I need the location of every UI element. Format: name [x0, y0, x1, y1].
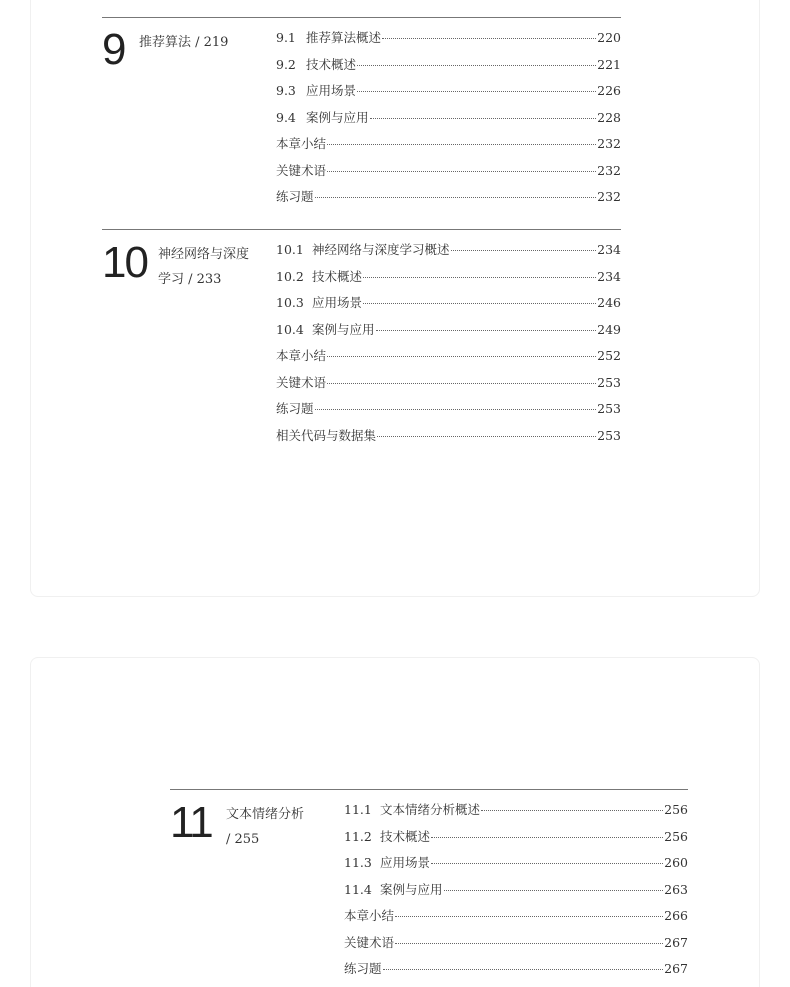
toc-entry[interactable]	[344, 853, 688, 880]
section-title: 练习题	[276, 189, 314, 204]
dot-leader	[370, 118, 597, 119]
page-number: 263	[664, 881, 688, 897]
dot-leader	[363, 303, 596, 304]
dot-leader	[481, 810, 663, 811]
page-number: 267	[664, 961, 688, 976]
toc-entry[interactable]	[344, 906, 688, 933]
toc-entry[interactable]	[344, 933, 688, 960]
page-number: 252	[597, 348, 621, 363]
dot-leader	[363, 277, 596, 278]
dot-leader	[382, 38, 596, 39]
section-number: 11.4	[344, 881, 372, 897]
section-title: 练习题	[344, 961, 382, 976]
section-title: 推荐算法概述	[306, 30, 382, 45]
section-title: 案例与应用	[312, 321, 375, 337]
section-title: 关键术语	[276, 162, 327, 178]
chapter-number: 9	[102, 25, 125, 74]
toc-entry-list	[276, 28, 621, 214]
chapter-title-line: 文本情绪分析	[226, 807, 305, 822]
toc-entry[interactable]	[276, 346, 621, 373]
chapter-title	[158, 242, 249, 292]
dot-leader	[451, 250, 597, 251]
toc-entry[interactable]	[344, 800, 688, 827]
section-title: 案例与应用	[380, 881, 443, 897]
toc-entry[interactable]	[276, 373, 621, 400]
page-number: 256	[664, 802, 688, 817]
page-number: 232	[597, 189, 621, 204]
section-number: 11.1	[344, 802, 372, 817]
page-number: 253	[597, 401, 621, 416]
toc-entry[interactable]	[276, 240, 621, 267]
toc-entry[interactable]	[276, 293, 621, 320]
page-number: 220	[597, 30, 621, 45]
dot-leader	[395, 916, 663, 917]
page-number: 253	[597, 374, 621, 390]
page-number: 232	[597, 136, 621, 151]
chapter-title	[226, 802, 304, 852]
section-number: 10.3	[276, 295, 304, 310]
page-number: 221	[597, 56, 621, 72]
toc-entry[interactable]	[276, 399, 621, 426]
section-title: 案例与应用	[306, 109, 369, 125]
section-title: 技术概述	[312, 268, 363, 284]
dot-leader	[395, 943, 663, 944]
dot-leader	[327, 383, 596, 384]
page-number: 234	[597, 242, 621, 257]
dot-leader	[315, 409, 597, 410]
page-number: 234	[597, 268, 621, 284]
toc-entry[interactable]	[344, 827, 688, 854]
toc-entry[interactable]	[276, 267, 621, 294]
dot-leader	[357, 91, 596, 92]
section-number: 9.1	[276, 30, 296, 45]
dot-leader	[327, 356, 596, 357]
section-number: 11.3	[344, 855, 372, 870]
toc-entry[interactable]	[276, 187, 621, 214]
chapter-10	[102, 229, 621, 459]
page-number: 266	[664, 908, 688, 923]
dot-leader	[377, 436, 596, 437]
section-title: 本章小结	[276, 136, 327, 151]
page-number: 249	[597, 321, 621, 337]
page-number: 256	[664, 828, 688, 844]
toc-entry[interactable]	[344, 959, 688, 986]
section-number: 10.1	[276, 242, 304, 257]
section-title: 本章小结	[276, 348, 327, 363]
toc-entry[interactable]	[276, 320, 621, 347]
chapter-title-line: 学习 / 233	[158, 272, 222, 287]
section-number: 10.2	[276, 268, 304, 284]
dot-leader	[327, 144, 596, 145]
section-title: 技术概述	[306, 56, 357, 72]
dot-leader	[444, 890, 664, 891]
toc-entry[interactable]	[344, 880, 688, 907]
section-number: 10.4	[276, 321, 304, 337]
dot-leader	[431, 863, 663, 864]
dot-leader	[327, 171, 596, 172]
chapter-9	[102, 17, 621, 227]
section-number: 11.2	[344, 828, 372, 844]
chapter-11	[170, 789, 688, 987]
section-title: 相关代码与数据集	[276, 427, 377, 443]
page-number: 253	[597, 427, 621, 443]
section-number: 9.4	[276, 109, 296, 125]
chapter-title	[139, 30, 228, 55]
page-number: 260	[664, 855, 688, 870]
toc-entry[interactable]	[276, 28, 621, 55]
page-number: 226	[597, 83, 621, 98]
page-number: 228	[597, 109, 621, 125]
toc-entry[interactable]	[276, 108, 621, 135]
dot-leader	[376, 330, 597, 331]
dot-leader	[357, 65, 596, 66]
page-number: 232	[597, 162, 621, 178]
section-number: 9.2	[276, 56, 296, 72]
section-title: 技术概述	[380, 828, 431, 844]
dot-leader	[315, 197, 597, 198]
section-number: 9.3	[276, 83, 296, 98]
toc-entry[interactable]	[276, 426, 621, 453]
chapter-number: 10	[102, 238, 147, 287]
section-title: 神经网络与深度学习概述	[312, 242, 450, 257]
section-title: 文本情绪分析概述	[380, 802, 481, 817]
toc-entry-list	[276, 240, 621, 452]
section-title: 应用场景	[306, 83, 357, 98]
chapter-number: 11	[170, 798, 212, 847]
toc-entry[interactable]	[276, 81, 621, 108]
section-title: 应用场景	[312, 295, 363, 310]
chapter-title-text: 推荐算法 / 219	[139, 35, 229, 50]
section-title: 本章小结	[344, 908, 395, 923]
page-number: 246	[597, 295, 621, 310]
section-title: 关键术语	[276, 374, 327, 390]
page-number: 267	[664, 934, 688, 950]
dot-leader	[431, 837, 663, 838]
toc-entry-list	[344, 800, 688, 986]
toc-entry[interactable]	[276, 55, 621, 82]
chapter-title-line: 神经网络与深度	[158, 247, 250, 262]
toc-entry[interactable]	[276, 161, 621, 188]
section-title: 练习题	[276, 401, 314, 416]
dot-leader	[383, 969, 664, 970]
section-title: 关键术语	[344, 934, 395, 950]
section-title: 应用场景	[380, 855, 431, 870]
chapter-title-line: / 255	[226, 832, 260, 847]
toc-entry[interactable]	[276, 134, 621, 161]
